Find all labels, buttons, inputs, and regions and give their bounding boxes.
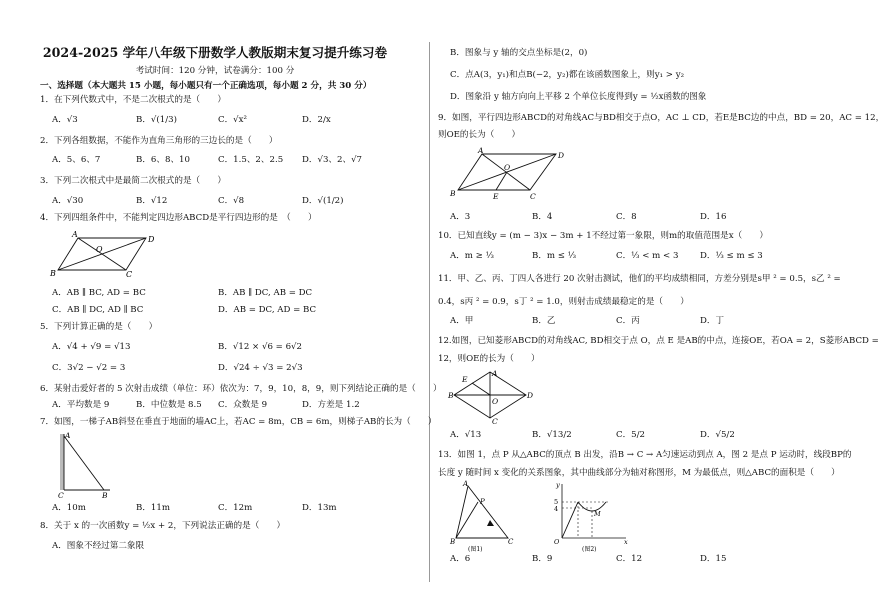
- q13-fig1-label-b: B: [450, 538, 456, 546]
- q4-label-o: O: [96, 245, 103, 254]
- q12-label-d: D: [527, 391, 534, 400]
- q12-stem-line1: 12.如图，已知菱形ABCD的对角线AC, BD相交于点 O，点 E 是AB的中点，连接OE，若OA = 2，S菱形ABCD =: [438, 336, 879, 346]
- q13-stem-line1: 13．如图 1，点 P 从△ABC的顶点 B 出发，沿B → C → A匀速运动到点 A，图 2 是点 P 运动时，线段BP的: [438, 450, 852, 460]
- q9-label-c: C: [530, 192, 536, 201]
- q3-option-a: A．√30: [52, 196, 84, 206]
- exam-info: 考试时间：120 分钟，试卷满分：100 分: [135, 66, 295, 76]
- q8-stem: 8．关于 x 的一次函数y = ½x + 2，下列说法正确的是（ ）: [40, 521, 286, 531]
- q9-parallelogram-figure: [450, 146, 570, 202]
- q4-label-b: B: [50, 269, 56, 278]
- q12-stem-line2: 12，则OE的长为（ ）: [438, 354, 540, 364]
- q12-rhombus-figure: [448, 368, 532, 424]
- q3-option-c: C．√8: [218, 196, 245, 206]
- q7-option-d: D．13m: [302, 503, 337, 513]
- q7-stem: 7．如图，一梯子AB斜竖在垂直于地面的墙AC上，若AC = 8m，CB = 6m，则梯子AB的长为（ ）: [40, 417, 437, 427]
- q13-option-b: B．9: [532, 554, 553, 564]
- q6-stem: 6．某射击爱好者的 5 次射击成绩（单位：环）依次为：7，9，10，8，9，则下列结论正确的是（ ）: [40, 384, 442, 394]
- q11-stem-line2: 0.4，s丙 ² = 0.9，s丁 ² = 1.0，则射击成绩最稳定的是（ ）: [438, 297, 689, 307]
- q9-option-d: D．16: [700, 212, 727, 222]
- q5-option-a: A．√4 + √9 = √13: [52, 342, 131, 352]
- q8-option-a: A．图象不经过第二象限: [52, 541, 145, 551]
- q7-label-c: C: [58, 491, 64, 500]
- q9-label-e: E: [493, 192, 499, 201]
- q1-option-a: A．√3: [52, 115, 78, 125]
- q13-option-a: A．6: [450, 554, 471, 564]
- q9-stem-line2: 则OE的长为（ ）: [438, 130, 521, 140]
- q12-label-o: O: [492, 397, 499, 406]
- q3-option-d: D．√(1/2): [302, 196, 344, 206]
- q13-fig1-label-a: A: [463, 480, 469, 488]
- q5-option-c: C．3√2 − √2 = 3: [52, 363, 126, 373]
- q1-option-b: B．√(1/3): [136, 115, 177, 125]
- q5-stem: 5．下列计算正确的是（ ）: [40, 322, 158, 332]
- q5-option-d: D．√24 ÷ √3 = 2√3: [218, 363, 303, 373]
- q12-option-b: B．√13/2: [532, 430, 572, 440]
- q7-option-a: A．10m: [52, 503, 86, 513]
- q11-stem-line1: 11．甲、乙、丙、丁四人各进行 20 次射击测试，他们的平均成绩相同，方差分别是s甲 ² = 0.5，s乙 ² =: [438, 274, 841, 284]
- q11-option-c: C．丙: [616, 316, 640, 326]
- q4-label-d: D: [148, 235, 155, 244]
- q2-option-d: D．√3、2、√7: [302, 155, 363, 165]
- q13-graph-figure: [548, 480, 630, 552]
- q13-fig1-label-c: C: [508, 538, 514, 546]
- page-title: 2024-2025 学年八年级下册数学人教版期末复习提升练习卷: [42, 45, 388, 60]
- q7-ladder-figure: [52, 428, 122, 498]
- q10-option-c: C．⅓ < m < 3: [616, 251, 679, 261]
- q12-label-a: A: [492, 369, 498, 378]
- q2-option-a: A．5、6、7: [52, 155, 101, 165]
- q12-label-e: E: [462, 375, 468, 384]
- q12-label-b: B: [448, 391, 454, 400]
- q6-option-b: B．中位数是 8.5: [136, 400, 202, 410]
- q11-option-b: B．乙: [532, 316, 556, 326]
- q10-stem: 10．已知直线y = (m − 3)x − 3m + 1不经过第一象限，则m的取值范围是x（ ）: [438, 231, 768, 241]
- column-divider: [429, 42, 430, 582]
- q13-fig2-label-5: 5: [554, 498, 559, 506]
- q4-label-a: A: [72, 230, 78, 239]
- q6-option-a: A．平均数是 9: [52, 400, 110, 410]
- q13-fig2-label-4: 4: [554, 505, 559, 513]
- q7-label-a: A: [65, 431, 71, 440]
- q13-triangle-figure: [450, 480, 520, 552]
- q7-option-c: C．12m: [218, 503, 253, 513]
- q6-option-c: C．众数是 9: [218, 400, 268, 410]
- q10-option-b: B．m ≤ ⅓: [532, 251, 577, 261]
- q11-option-a: A．甲: [450, 316, 474, 326]
- q4-option-c: C．AB ∥ DC, AD ∥ BC: [52, 305, 144, 315]
- q2-stem: 2．下列各组数据，不能作为直角三角形的三边长的是（ ）: [40, 136, 278, 146]
- q12-option-a: A．√13: [450, 430, 482, 440]
- q6-option-d: D．方差是 1.2: [302, 400, 360, 410]
- q1-option-d: D．2/x: [302, 115, 331, 125]
- q11-option-d: D．丁: [700, 316, 725, 326]
- q1-option-c: C．√x²: [218, 115, 247, 125]
- q13-fig2-caption: (图2): [582, 546, 597, 553]
- q3-stem: 3．下列二次根式中是最简二次根式的是（ ）: [40, 176, 226, 186]
- q9-label-a: A: [478, 146, 484, 155]
- q10-option-d: D．⅓ ≤ m ≤ 3: [700, 251, 763, 261]
- q12-label-c: C: [492, 417, 498, 426]
- q7-option-b: B．11m: [136, 503, 170, 513]
- q4-option-b: B．AB ∥ DC, AB = DC: [218, 288, 313, 298]
- q13-fig2-label-m: M: [594, 510, 601, 518]
- q9-label-o: O: [504, 163, 511, 172]
- q2-option-c: C．1.5、2、2.5: [218, 155, 284, 165]
- section-heading: 一、选择题（本大题共 15 小题，每小题只有一个正确选项，每小题 2 分，共 30 分）: [40, 81, 372, 91]
- q13-fig1-label-p: P: [480, 498, 485, 506]
- q9-option-b: B．4: [532, 212, 553, 222]
- q13-option-d: D．15: [700, 554, 727, 564]
- q8-option-d: D．图象沿 y 轴方向向上平移 2 个单位长度得到y = ½x函数的图象: [450, 92, 707, 102]
- q1-stem: 1．在下列代数式中，不是二次根式的是（ ）: [40, 95, 226, 105]
- q9-option-c: C．8: [616, 212, 637, 222]
- q4-stem: 4．下列四组条件中，不能判定四边形ABCD是平行四边形的是 （ ）: [40, 213, 317, 223]
- q12-option-c: C．5/2: [616, 430, 645, 440]
- q4-option-a: A．AB ∥ BC, AD = BC: [52, 288, 146, 298]
- q4-option-d: D．AB = DC, AD = BC: [218, 305, 317, 315]
- q3-option-b: B．√12: [136, 196, 168, 206]
- q9-stem-line1: 9．如图，平行四边形ABCD的对角线AC与BD相交于点O，AC ⊥ CD，若E是BC边的中点，BD = 20，AC = 12，: [438, 113, 884, 123]
- q12-option-d: D．√5/2: [700, 430, 735, 440]
- q8-option-c: C．点A(3，y₁)和点B(−2，y₂)都在该函数图象上，则y₁ > y₂: [450, 70, 685, 80]
- q13-stem-line2: 长度 y 随时间 x 变化的关系图象，其中曲线部分为轴对称图形，M 为最低点，则△ABC的面积是（ ）: [438, 468, 840, 478]
- q4-label-c: C: [126, 270, 133, 279]
- q2-option-b: B．6、8、10: [136, 155, 190, 165]
- q9-label-b: B: [450, 189, 456, 198]
- q7-label-b: B: [102, 491, 108, 500]
- q13-fig2-label-o: O: [554, 538, 560, 546]
- q9-label-d: D: [558, 151, 565, 160]
- q9-option-a: A．3: [450, 212, 471, 222]
- q5-option-b: B．√12 × √6 = 6√2: [218, 342, 303, 352]
- q13-fig2-label-y: y: [556, 481, 560, 489]
- q13-fig2-label-x: x: [624, 538, 628, 546]
- q10-option-a: A．m ≥ ⅓: [450, 251, 494, 261]
- q8-option-b: B．图象与 y 轴的交点坐标是(2，0): [450, 48, 588, 58]
- q4-parallelogram-figure: [50, 230, 160, 278]
- q13-fig1-caption: (图1): [468, 546, 483, 553]
- q13-option-c: C．12: [616, 554, 643, 564]
